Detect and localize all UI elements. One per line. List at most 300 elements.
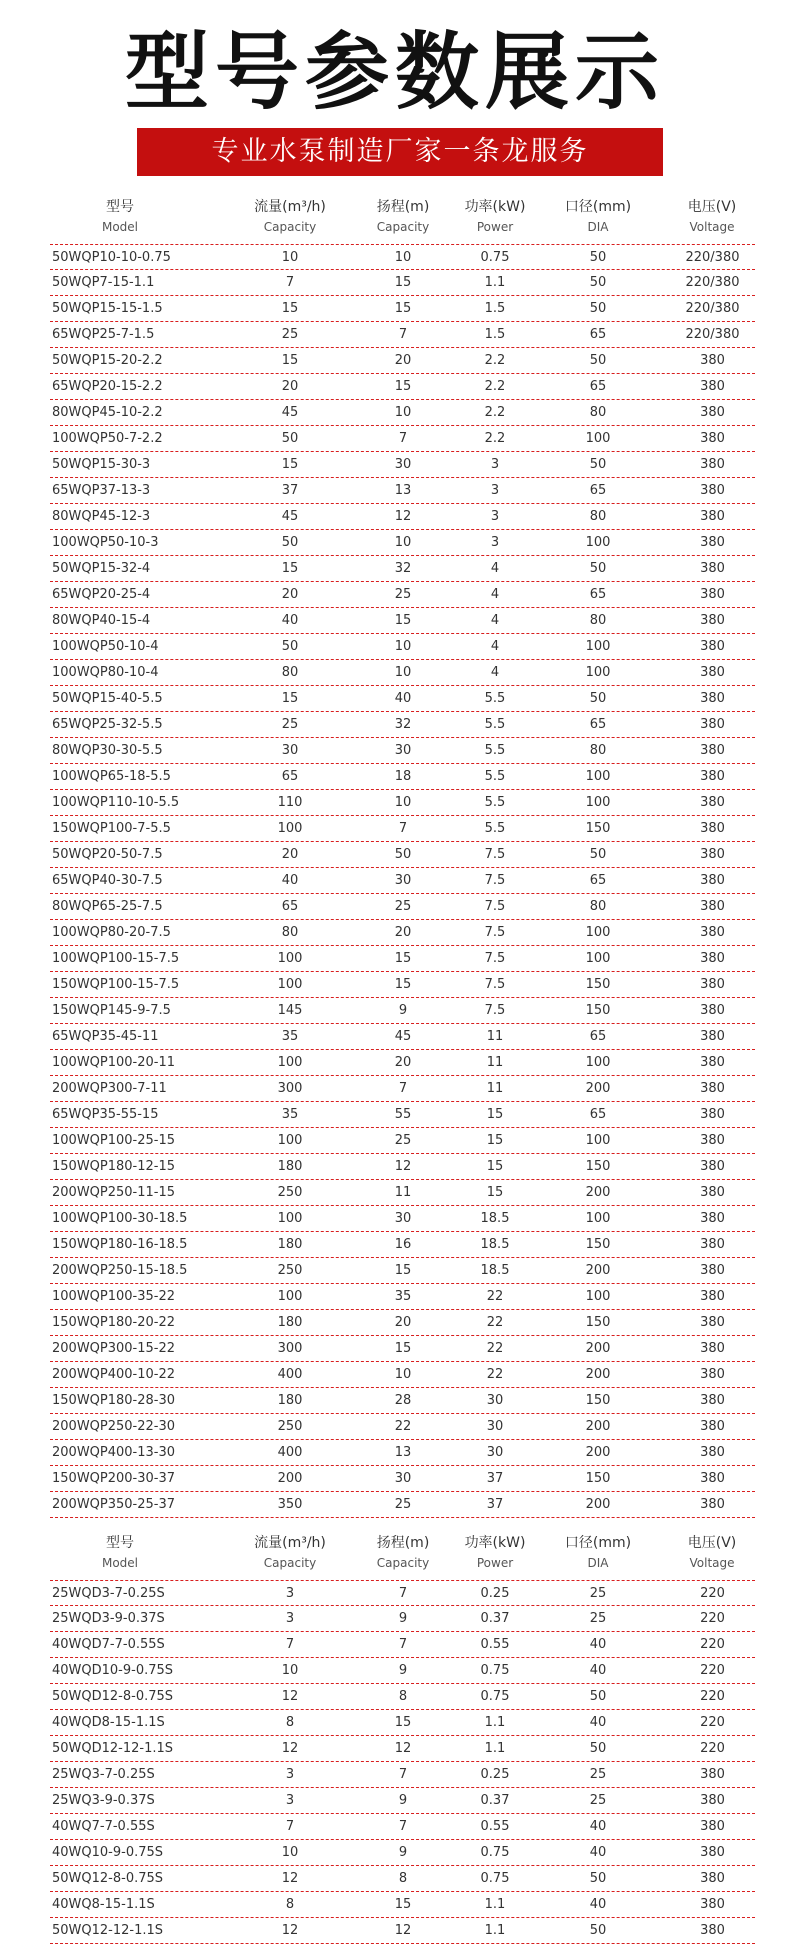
cell-capacity: 3 bbox=[285, 1767, 295, 1782]
cell-model: 65WQP20-15-2.2 bbox=[52, 379, 163, 394]
header-power: 功率(kW) Power bbox=[464, 1535, 526, 1570]
cell-power: 2.2 bbox=[484, 431, 506, 446]
cell-voltage: 380 bbox=[700, 1419, 725, 1434]
cell-capacity: 65 bbox=[281, 899, 299, 914]
table-row bbox=[50, 608, 755, 634]
table-row bbox=[50, 1440, 755, 1466]
cell-head: 15 bbox=[394, 977, 412, 992]
table-row bbox=[50, 1606, 755, 1632]
cell-voltage: 220 bbox=[700, 1611, 725, 1626]
table-row bbox=[50, 1024, 755, 1050]
cell-power: 15 bbox=[486, 1159, 504, 1174]
cell-power: 3 bbox=[490, 457, 500, 472]
cell-dia: 65 bbox=[589, 717, 607, 732]
table-row bbox=[50, 712, 755, 738]
cell-voltage: 380 bbox=[700, 1003, 725, 1018]
cell-head: 7 bbox=[398, 431, 408, 446]
cell-dia: 100 bbox=[585, 1211, 611, 1226]
cell-model: 200WQP250-15-18.5 bbox=[52, 1263, 188, 1278]
cell-capacity: 12 bbox=[281, 1871, 299, 1886]
cell-power: 1.5 bbox=[484, 301, 506, 316]
cell-voltage: 220 bbox=[700, 1715, 725, 1730]
cell-power: 22 bbox=[486, 1315, 504, 1330]
cell-model: 150WQP180-12-15 bbox=[52, 1159, 176, 1174]
cell-dia: 200 bbox=[585, 1367, 611, 1382]
cell-power: 1.1 bbox=[484, 275, 506, 290]
cell-model: 50WQD12-12-1.1S bbox=[52, 1741, 174, 1756]
cell-capacity: 250 bbox=[277, 1419, 303, 1434]
cell-head: 15 bbox=[394, 613, 412, 628]
cell-power: 3 bbox=[490, 509, 500, 524]
cell-capacity: 40 bbox=[281, 873, 299, 888]
table-row bbox=[50, 322, 755, 348]
cell-voltage: 380 bbox=[700, 743, 725, 758]
cell-dia: 150 bbox=[585, 821, 611, 836]
cell-capacity: 100 bbox=[277, 1289, 303, 1304]
cell-dia: 100 bbox=[585, 1289, 611, 1304]
header-power: 功率(kW) Power bbox=[464, 199, 526, 234]
cell-capacity: 45 bbox=[281, 405, 299, 420]
cell-capacity: 40 bbox=[281, 613, 299, 628]
cell-head: 8 bbox=[398, 1689, 408, 1704]
cell-head: 15 bbox=[394, 379, 412, 394]
cell-head: 10 bbox=[394, 405, 412, 420]
cell-model: 40WQ10-9-0.75S bbox=[52, 1845, 164, 1860]
cell-capacity: 200 bbox=[277, 1471, 303, 1486]
cell-model: 100WQP100-15-7.5 bbox=[52, 951, 180, 966]
cell-capacity: 100 bbox=[277, 1133, 303, 1148]
cell-voltage: 380 bbox=[700, 431, 725, 446]
cell-voltage: 380 bbox=[700, 717, 725, 732]
table-row bbox=[50, 1710, 755, 1736]
cell-dia: 100 bbox=[585, 535, 611, 550]
cell-model: 50WQD12-8-0.75S bbox=[52, 1689, 174, 1704]
page-title: 型号参数展示 bbox=[124, 23, 665, 121]
cell-capacity: 10 bbox=[281, 1663, 299, 1678]
cell-capacity: 7 bbox=[285, 275, 295, 290]
cell-model: 65WQP25-7-1.5 bbox=[52, 327, 155, 342]
cell-dia: 50 bbox=[589, 561, 607, 576]
cell-voltage: 380 bbox=[700, 1029, 725, 1044]
cell-voltage: 380 bbox=[700, 691, 725, 706]
cell-head: 12 bbox=[394, 1741, 412, 1756]
cell-voltage: 380 bbox=[700, 1055, 725, 1070]
cell-capacity: 100 bbox=[277, 1211, 303, 1226]
cell-model: 100WQP50-7-2.2 bbox=[52, 431, 163, 446]
cell-power: 7.5 bbox=[484, 951, 506, 966]
table-row bbox=[50, 1762, 755, 1788]
cell-voltage: 380 bbox=[700, 1367, 725, 1382]
table-row bbox=[50, 1050, 755, 1076]
table-row bbox=[50, 348, 755, 374]
spec-table-wqd bbox=[50, 1532, 755, 1944]
cell-dia: 150 bbox=[585, 1159, 611, 1174]
cell-head: 45 bbox=[394, 1029, 412, 1044]
cell-model: 40WQD10-9-0.75S bbox=[52, 1663, 174, 1678]
cell-model: 50WQP15-32-4 bbox=[52, 561, 151, 576]
cell-model: 100WQP80-10-4 bbox=[52, 665, 159, 680]
table-row bbox=[50, 426, 755, 452]
cell-model: 50WQP15-30-3 bbox=[52, 457, 151, 472]
table-row bbox=[50, 1466, 755, 1492]
cell-dia: 65 bbox=[589, 587, 607, 602]
cell-head: 15 bbox=[394, 1897, 412, 1912]
spec-table-wq bbox=[50, 196, 755, 1518]
table-row bbox=[50, 634, 755, 660]
cell-model: 50WQP7-15-1.1 bbox=[52, 275, 155, 290]
cell-model: 50WQP20-50-7.5 bbox=[52, 847, 163, 862]
cell-capacity: 300 bbox=[277, 1081, 303, 1096]
cell-voltage: 380 bbox=[700, 925, 725, 940]
cell-capacity: 300 bbox=[277, 1341, 303, 1356]
cell-power: 5.5 bbox=[484, 743, 506, 758]
cell-dia: 100 bbox=[585, 795, 611, 810]
cell-head: 15 bbox=[394, 1341, 412, 1356]
cell-dia: 65 bbox=[589, 1029, 607, 1044]
cell-capacity: 100 bbox=[277, 977, 303, 992]
cell-capacity: 180 bbox=[277, 1315, 303, 1330]
cell-power: 2.2 bbox=[484, 379, 506, 394]
cell-model: 40WQD8-15-1.1S bbox=[52, 1715, 165, 1730]
cell-capacity: 7 bbox=[285, 1819, 295, 1834]
cell-voltage: 380 bbox=[700, 509, 725, 524]
cell-power: 5.5 bbox=[484, 717, 506, 732]
cell-capacity: 37 bbox=[281, 483, 299, 498]
cell-model: 150WQP145-9-7.5 bbox=[52, 1003, 171, 1018]
cell-dia: 100 bbox=[585, 1055, 611, 1070]
cell-power: 30 bbox=[486, 1393, 504, 1408]
cell-model: 100WQP65-18-5.5 bbox=[52, 769, 171, 784]
cell-capacity: 400 bbox=[277, 1367, 303, 1382]
cell-voltage: 220 bbox=[700, 1689, 725, 1704]
table-row bbox=[50, 1258, 755, 1284]
cell-head: 12 bbox=[394, 1923, 412, 1938]
cell-head: 12 bbox=[394, 1159, 412, 1174]
table-row bbox=[50, 1632, 755, 1658]
cell-head: 35 bbox=[394, 1289, 412, 1304]
cell-model: 50WQP15-20-2.2 bbox=[52, 353, 163, 368]
cell-dia: 25 bbox=[589, 1767, 607, 1782]
cell-model: 65WQP37-13-3 bbox=[52, 483, 151, 498]
cell-power: 4 bbox=[490, 587, 500, 602]
cell-dia: 80 bbox=[589, 405, 607, 420]
cell-head: 9 bbox=[398, 1611, 408, 1626]
cell-power: 0.37 bbox=[480, 1793, 510, 1808]
cell-model: 150WQP100-7-5.5 bbox=[52, 821, 171, 836]
cell-power: 0.75 bbox=[480, 1871, 510, 1886]
cell-head: 10 bbox=[394, 639, 412, 654]
cell-dia: 50 bbox=[589, 457, 607, 472]
cell-voltage: 380 bbox=[700, 1133, 725, 1148]
cell-capacity: 100 bbox=[277, 1055, 303, 1070]
table-row bbox=[50, 764, 755, 790]
cell-dia: 200 bbox=[585, 1445, 611, 1460]
cell-power: 22 bbox=[486, 1367, 504, 1382]
table-row bbox=[50, 1414, 755, 1440]
cell-voltage: 380 bbox=[700, 1263, 725, 1278]
cell-head: 8 bbox=[398, 1871, 408, 1886]
cell-voltage: 220/380 bbox=[685, 275, 740, 290]
cell-dia: 50 bbox=[589, 250, 607, 265]
cell-head: 15 bbox=[394, 951, 412, 966]
cell-voltage: 380 bbox=[700, 1185, 725, 1200]
table-row bbox=[50, 1336, 755, 1362]
cell-head: 30 bbox=[394, 1211, 412, 1226]
cell-power: 4 bbox=[490, 665, 500, 680]
cell-power: 37 bbox=[486, 1471, 504, 1486]
table-row bbox=[50, 1310, 755, 1336]
table-row bbox=[50, 1180, 755, 1206]
cell-head: 13 bbox=[394, 483, 412, 498]
table-header bbox=[50, 1532, 755, 1580]
cell-capacity: 15 bbox=[281, 691, 299, 706]
cell-capacity: 7 bbox=[285, 1637, 295, 1652]
table-row bbox=[50, 1362, 755, 1388]
cell-voltage: 220 bbox=[700, 1586, 725, 1601]
table-row bbox=[50, 1076, 755, 1102]
cell-dia: 100 bbox=[585, 639, 611, 654]
cell-dia: 50 bbox=[589, 275, 607, 290]
cell-dia: 100 bbox=[585, 1133, 611, 1148]
cell-voltage: 380 bbox=[700, 1341, 725, 1356]
table-row bbox=[50, 1658, 755, 1684]
cell-voltage: 380 bbox=[700, 977, 725, 992]
cell-dia: 200 bbox=[585, 1081, 611, 1096]
cell-voltage: 380 bbox=[700, 951, 725, 966]
table-row bbox=[50, 972, 755, 998]
cell-model: 50WQ12-8-0.75S bbox=[52, 1871, 164, 1886]
cell-voltage: 380 bbox=[700, 613, 725, 628]
cell-dia: 50 bbox=[589, 1923, 607, 1938]
cell-power: 15 bbox=[486, 1185, 504, 1200]
cell-power: 30 bbox=[486, 1445, 504, 1460]
cell-power: 5.5 bbox=[484, 769, 506, 784]
cell-voltage: 380 bbox=[700, 1897, 725, 1912]
cell-dia: 65 bbox=[589, 1107, 607, 1122]
cell-power: 22 bbox=[486, 1289, 504, 1304]
table-row bbox=[50, 270, 755, 296]
cell-capacity: 12 bbox=[281, 1923, 299, 1938]
cell-model: 100WQP100-25-15 bbox=[52, 1133, 176, 1148]
cell-dia: 150 bbox=[585, 1237, 611, 1252]
cell-capacity: 80 bbox=[281, 665, 299, 680]
table-row bbox=[50, 1128, 755, 1154]
cell-head: 30 bbox=[394, 743, 412, 758]
cell-model: 80WQP40-15-4 bbox=[52, 613, 151, 628]
cell-model: 25WQD3-9-0.37S bbox=[52, 1611, 165, 1626]
header-voltage: 电压(V) Voltage bbox=[687, 1535, 737, 1570]
cell-voltage: 380 bbox=[700, 483, 725, 498]
cell-capacity: 20 bbox=[281, 587, 299, 602]
cell-dia: 50 bbox=[589, 1871, 607, 1886]
cell-head: 28 bbox=[394, 1393, 412, 1408]
cell-power: 4 bbox=[490, 613, 500, 628]
cell-power: 15 bbox=[486, 1107, 504, 1122]
cell-model: 80WQP30-30-5.5 bbox=[52, 743, 163, 758]
cell-dia: 100 bbox=[585, 431, 611, 446]
cell-dia: 150 bbox=[585, 977, 611, 992]
cell-capacity: 65 bbox=[281, 769, 299, 784]
cell-model: 25WQD3-7-0.25S bbox=[52, 1586, 165, 1601]
header-model: 型号 Model bbox=[101, 1535, 139, 1570]
table-row bbox=[50, 1788, 755, 1814]
cell-head: 25 bbox=[394, 1133, 412, 1148]
cell-power: 7.5 bbox=[484, 847, 506, 862]
cell-capacity: 250 bbox=[277, 1263, 303, 1278]
cell-capacity: 25 bbox=[281, 717, 299, 732]
cell-power: 1.1 bbox=[484, 1897, 506, 1912]
cell-model: 50WQP10-10-0.75 bbox=[52, 250, 171, 265]
cell-dia: 40 bbox=[589, 1845, 607, 1860]
cell-dia: 25 bbox=[589, 1611, 607, 1626]
cell-head: 12 bbox=[394, 509, 412, 524]
cell-voltage: 380 bbox=[700, 1819, 725, 1834]
cell-dia: 50 bbox=[589, 301, 607, 316]
cell-capacity: 15 bbox=[281, 301, 299, 316]
cell-head: 7 bbox=[398, 1819, 408, 1834]
cell-power: 5.5 bbox=[484, 795, 506, 810]
table-row bbox=[50, 1388, 755, 1414]
cell-voltage: 380 bbox=[700, 1471, 725, 1486]
cell-dia: 50 bbox=[589, 353, 607, 368]
cell-voltage: 380 bbox=[700, 1845, 725, 1860]
cell-head: 10 bbox=[394, 1367, 412, 1382]
cell-dia: 40 bbox=[589, 1663, 607, 1678]
cell-dia: 100 bbox=[585, 951, 611, 966]
cell-capacity: 15 bbox=[281, 353, 299, 368]
cell-head: 25 bbox=[394, 899, 412, 914]
table-row bbox=[50, 1684, 755, 1710]
cell-power: 2.2 bbox=[484, 405, 506, 420]
cell-capacity: 180 bbox=[277, 1237, 303, 1252]
cell-model: 50WQ12-12-1.1S bbox=[52, 1923, 164, 1938]
table-row bbox=[50, 1102, 755, 1128]
cell-model: 25WQ3-9-0.37S bbox=[52, 1793, 155, 1808]
cell-voltage: 380 bbox=[700, 1445, 725, 1460]
cell-power: 2.2 bbox=[484, 353, 506, 368]
header-dia: 口径(mm) DIA bbox=[564, 1535, 632, 1570]
cell-power: 1.1 bbox=[484, 1741, 506, 1756]
cell-voltage: 380 bbox=[700, 1871, 725, 1886]
cell-head: 13 bbox=[394, 1445, 412, 1460]
cell-voltage: 380 bbox=[700, 1497, 725, 1512]
cell-dia: 100 bbox=[585, 769, 611, 784]
cell-dia: 65 bbox=[589, 379, 607, 394]
cell-power: 0.75 bbox=[480, 1663, 510, 1678]
table-row bbox=[50, 1232, 755, 1258]
header-head: 扬程(m) Capacity bbox=[376, 1535, 430, 1570]
cell-head: 20 bbox=[394, 925, 412, 940]
cell-model: 100WQP100-30-18.5 bbox=[52, 1211, 188, 1226]
cell-dia: 200 bbox=[585, 1185, 611, 1200]
cell-voltage: 380 bbox=[700, 795, 725, 810]
cell-head: 20 bbox=[394, 353, 412, 368]
table-header bbox=[50, 196, 755, 244]
cell-power: 0.25 bbox=[480, 1767, 510, 1782]
cell-capacity: 12 bbox=[281, 1741, 299, 1756]
cell-head: 10 bbox=[394, 795, 412, 810]
cell-voltage: 380 bbox=[700, 1237, 725, 1252]
cell-dia: 50 bbox=[589, 847, 607, 862]
cell-head: 40 bbox=[394, 691, 412, 706]
cell-capacity: 80 bbox=[281, 925, 299, 940]
cell-dia: 150 bbox=[585, 1393, 611, 1408]
cell-voltage: 380 bbox=[700, 899, 725, 914]
table-row bbox=[50, 1814, 755, 1840]
cell-voltage: 380 bbox=[700, 1081, 725, 1096]
cell-capacity: 15 bbox=[281, 561, 299, 576]
cell-capacity: 50 bbox=[281, 535, 299, 550]
cell-voltage: 220/380 bbox=[685, 250, 740, 265]
header-capacity: 流量(m³/h) Capacity bbox=[254, 199, 326, 234]
cell-voltage: 220/380 bbox=[685, 327, 740, 342]
cell-voltage: 380 bbox=[700, 821, 725, 836]
table-row bbox=[50, 556, 755, 582]
table-row bbox=[50, 1866, 755, 1892]
cell-capacity: 20 bbox=[281, 379, 299, 394]
cell-head: 15 bbox=[394, 1715, 412, 1730]
cell-power: 18.5 bbox=[480, 1237, 510, 1252]
cell-voltage: 380 bbox=[700, 847, 725, 862]
cell-model: 40WQ8-15-1.1S bbox=[52, 1897, 155, 1912]
table-row bbox=[50, 1580, 755, 1606]
cell-head: 7 bbox=[398, 1637, 408, 1652]
table-row bbox=[50, 1154, 755, 1180]
cell-head: 30 bbox=[394, 457, 412, 472]
cell-dia: 80 bbox=[589, 743, 607, 758]
table-row bbox=[50, 1284, 755, 1310]
cell-capacity: 100 bbox=[277, 951, 303, 966]
cell-model: 100WQP100-35-22 bbox=[52, 1289, 176, 1304]
cell-power: 1.1 bbox=[484, 1923, 506, 1938]
cell-model: 150WQP180-28-30 bbox=[52, 1393, 176, 1408]
cell-capacity: 8 bbox=[285, 1715, 295, 1730]
cell-head: 7 bbox=[398, 821, 408, 836]
cell-power: 1.5 bbox=[484, 327, 506, 342]
cell-model: 150WQP180-16-18.5 bbox=[52, 1237, 188, 1252]
cell-model: 150WQP100-15-7.5 bbox=[52, 977, 180, 992]
cell-model: 100WQP50-10-4 bbox=[52, 639, 159, 654]
cell-power: 11 bbox=[486, 1029, 504, 1044]
cell-head: 7 bbox=[398, 1586, 408, 1601]
cell-dia: 40 bbox=[589, 1819, 607, 1834]
cell-voltage: 380 bbox=[700, 535, 725, 550]
table-row bbox=[50, 400, 755, 426]
cell-power: 4 bbox=[490, 561, 500, 576]
cell-voltage: 220 bbox=[700, 1637, 725, 1652]
cell-capacity: 350 bbox=[277, 1497, 303, 1512]
cell-dia: 100 bbox=[585, 925, 611, 940]
cell-power: 0.75 bbox=[480, 1845, 510, 1860]
cell-head: 22 bbox=[394, 1419, 412, 1434]
cell-power: 30 bbox=[486, 1419, 504, 1434]
table-row bbox=[50, 660, 755, 686]
cell-dia: 40 bbox=[589, 1637, 607, 1652]
cell-voltage: 380 bbox=[700, 1107, 725, 1122]
cell-head: 15 bbox=[394, 301, 412, 316]
cell-dia: 80 bbox=[589, 509, 607, 524]
cell-dia: 40 bbox=[589, 1715, 607, 1730]
cell-head: 18 bbox=[394, 769, 412, 784]
table-row bbox=[50, 894, 755, 920]
cell-model: 65WQP35-55-15 bbox=[52, 1107, 159, 1122]
cell-voltage: 380 bbox=[700, 561, 725, 576]
cell-power: 0.55 bbox=[480, 1637, 510, 1652]
cell-voltage: 220/380 bbox=[685, 301, 740, 316]
cell-dia: 200 bbox=[585, 1341, 611, 1356]
cell-power: 15 bbox=[486, 1133, 504, 1148]
header-capacity: 流量(m³/h) Capacity bbox=[254, 1535, 326, 1570]
